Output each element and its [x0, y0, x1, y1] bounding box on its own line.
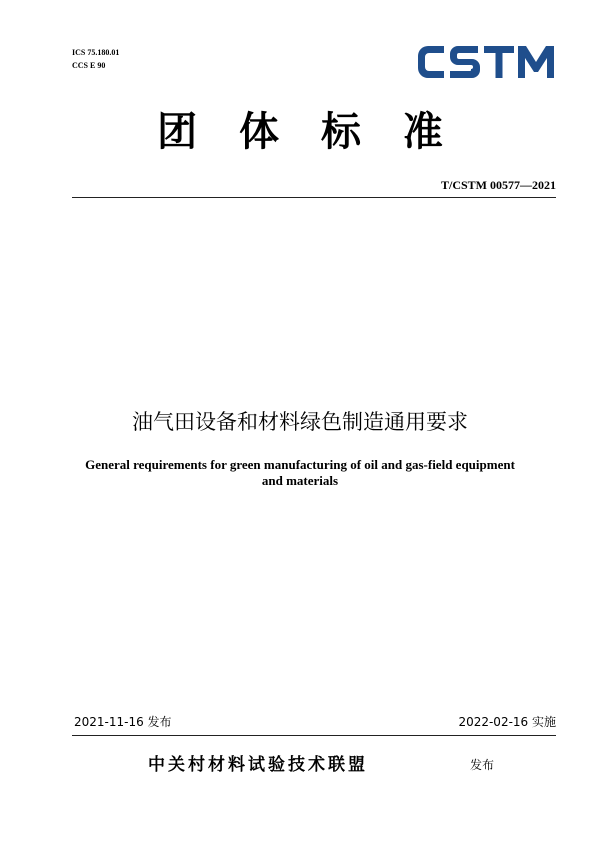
category-title: 团 体 标 准 — [157, 109, 457, 155]
standard-number: T/CSTM 00577—2021 — [440, 178, 556, 192]
ccs-code: CCS E 90 — [72, 61, 106, 70]
issuing-organization: 中关村材料试验技术联盟 — [148, 755, 368, 775]
document-title-en-line1: General requirements for green manufacturing of oil and gas-field equipment — [85, 457, 515, 472]
ics-code: ICS 75.180.01 — [72, 48, 120, 57]
header-divider — [72, 197, 556, 198]
logo-text: CSTM — [416, 42, 419, 43]
implementation-date: 2022-02-16 实施 — [458, 715, 556, 729]
document-title-en — [60, 457, 540, 489]
document-title-cn: 油气田设备和材料绿色制造通用要求 — [132, 410, 468, 434]
document-title-en-line2: and materials — [261, 473, 339, 488]
publish-label: 发布 — [470, 758, 495, 772]
footer-divider — [72, 735, 556, 736]
cstm-logo — [416, 42, 556, 82]
issue-date: 2021-11-16 发布 — [74, 715, 172, 729]
classification-codes — [72, 46, 119, 72]
